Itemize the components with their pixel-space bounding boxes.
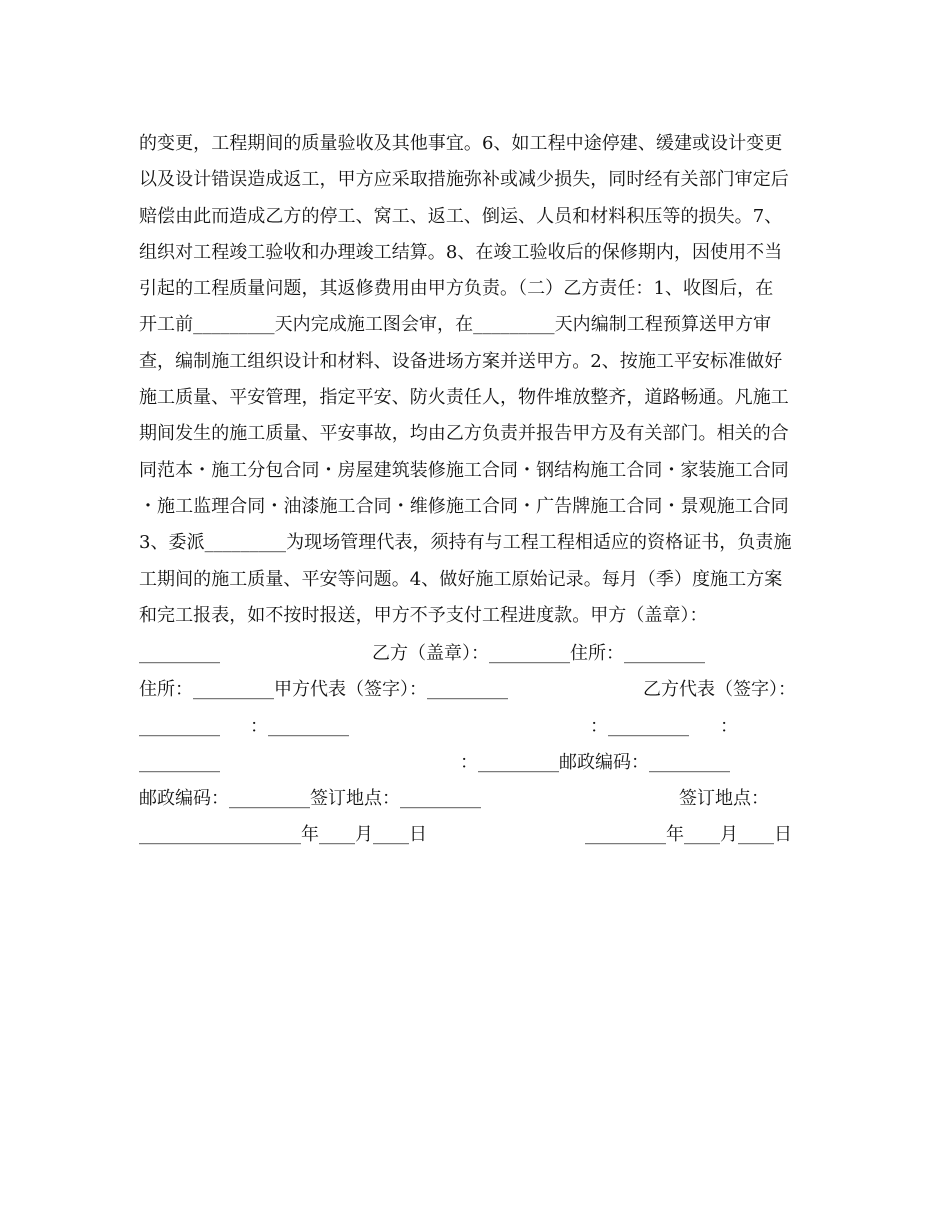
party-b-rep-label: 乙方代表（签字）： — [643, 679, 796, 700]
sign-place-label: 签订地点： — [679, 788, 769, 809]
party-a-seal-blank: _________ — [139, 643, 220, 664]
colon-blank-field: ：_________ — [250, 716, 349, 737]
postal-code-field: ：_________邮政编码：_________ — [460, 752, 730, 773]
party-a-date: __________________年____月____日 — [139, 824, 427, 845]
body-line: 引起的工程质量问题，其返修费用由甲方负责。（二）乙方责任：1、收图后，在 — [139, 278, 774, 300]
body-line: 以及设计错误造成返工，甲方应采取措施弥补或减少损失，同时经有关部门审定后 — [139, 169, 789, 191]
blank-field: _________ — [139, 752, 220, 773]
party-b-seal-and-address: 乙方（盖章）：_________住所：_________ — [372, 643, 705, 664]
body-line: 的变更，工程期间的质量验收及其他事宜。6、如工程中途停建、缓建或设计变更 — [139, 133, 783, 154]
body-line: 和完工报表，如不按时报送，甲方不予支付工程进度款。甲方（盖章）： — [139, 604, 708, 626]
postal-code-and-sign-place: 邮政编码：_________签订地点：_________ — [139, 788, 481, 809]
body-line: 组织对工程竣工验收和办理竣工结算。8、在竣工验收后的保修期内，因使用不当 — [139, 241, 783, 263]
body-line: 3、委派_________为现场管理代表，须持有与工程工程相适应的资格证书，负责施 — [139, 532, 792, 554]
party-b-date: _________年____月____日 — [585, 824, 792, 845]
body-line: 工期间的施工质量、平安等问题。4、做好施工原始记录。每月（季）度施工方案 — [139, 568, 783, 590]
body-line: ・施工监理合同・油漆施工合同・维修施工合同・广告牌施工合同・景观施工合同 — [139, 495, 789, 517]
body-line: 开工前_________天内完成施工图会审，在_________天内编制工程预算送甲方审 — [139, 314, 772, 336]
body-line: 赔偿由此而造成乙方的停工、窝工、返工、倒运、人员和材料积压等的损失。7、 — [139, 205, 783, 227]
body-line: 查，编制施工组织设计和材料、设备进场方案并送甲方。2、按施工平安标准做好 — [139, 350, 783, 372]
blank-field: _________ — [139, 716, 220, 737]
colon-label: ： — [720, 716, 738, 737]
body-line: 同范本・施工分包合同・房屋建筑装修施工合同・钢结构施工合同・家装施工合同 — [139, 459, 789, 481]
body-line: 施工质量、平安管理，指定平安、防火责任人，物件堆放整齐，道路畅通。凡施工 — [139, 387, 789, 409]
address-and-party-a-rep: 住所：_________甲方代表（签字）：_________ — [139, 679, 508, 700]
colon-blank-field: ：_________ — [590, 716, 689, 737]
body-line: 期间发生的施工质量、平安事故，均由乙方负责并报告甲方及有关部门。相关的合 — [139, 423, 789, 445]
